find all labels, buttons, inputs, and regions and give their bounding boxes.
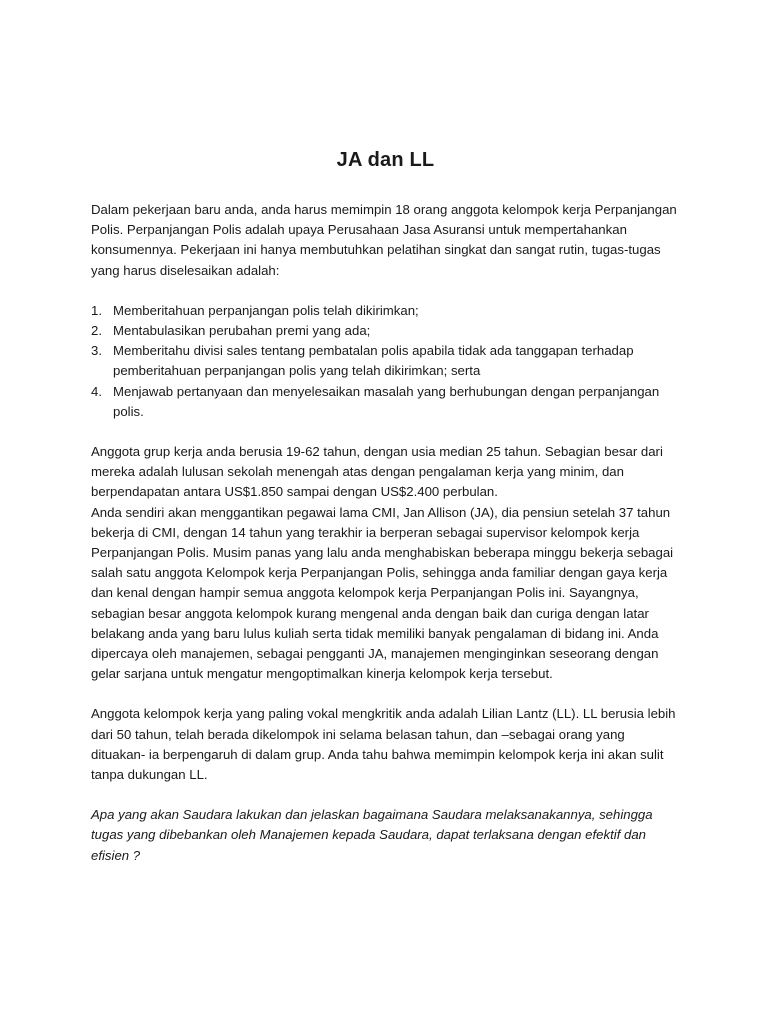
document-title: JA dan LL [336,149,435,171]
list-item-text: Mentabulasikan perubahan premi yang ada; [113,323,371,339]
group-paragraph: Anggota grup kerja anda berusia 19-62 tahun, dengan usia median 25 tahun. Sebagian besar dari mereka adalah lulusan sekolah menengah atas dengan pengalaman kerja yang minim, dan berpendapatan antara US$1.850 sampai dengan US$2.400 perbulan. [91,444,663,500]
list-item [91,382,680,422]
list-item-text: Menjawab pertanyaan dan menyelesaikan masalah yang berhubungan dengan perpanjangan polis. [113,383,660,419]
intro-paragraph: Dalam pekerjaan baru anda, anda harus memimpin 18 orang anggota kelompok kerja Perpanjangan Polis. Perpanjangan Polis adalah upaya Perusahaan Jasa Asuransi untuk mempertahankan konsumennya. Pekerjaan ini hanya membutuhkan pelatihan singkat dan sangat rutin, tugas-tugas yang harus diselesaikan adalah: [91,202,677,278]
list-item-number: 4. [91,383,102,399]
list-item-text: Memberitahu divisi sales tentang pembatalan polis apabila tidak ada tanggapan terhadap pemberitahuan perpanjangan polis yang telah dikirimkan; serta [113,343,634,379]
spacer [91,422,680,442]
replacement-paragraph: Anda sendiri akan menggantikan pegawai lama CMI, Jan Allison (JA), dia pensiun setelah 37 tahun bekerja di CMI, dengan 14 tahun yang terakhir ia berperan sebagai supervisor kelompok kerja Perpanjangan Polis. Musim panas yang lalu anda menghabiskan beberapa minggu bekerja sebagai salah satu anggota Kelompok kerja Perpanjangan Polis, sehingga anda familiar dengan gaya kerja dan kenal dengan hampir semua anggota kelompok kerja Perpanjangan Polis ini. Sayangnya, sebagian besar anggota kelompok kurang mengenal anda dengan baik dan curiga dengan latar belakang anda yang baru lulus kuliah serta tidak memiliki banyak pengalaman di bidang ini. Anda dipercaya oleh manajemen, sebagai pengganti JA, manajemen menginginkan seseorang dengan gelar sarjana untuk mengatur mengoptimalkan kinerja kelompok kerja tersebut. [91,504,674,682]
list-item-number: 3. [91,343,102,359]
ll-paragraph: Anggota kelompok kerja yang paling vokal mengkritik anda adalah Lilian Lantz (LL). LL berusia lebih dari 50 tahun, telah berada dikelompok ini selama belasan tahun, dan –sebagai orang yang dituakan- ia berpengaruh di dalam grup. Anda tahu bahwa memimpin kelompok kerja ini akan sulit tanpa dukungan LL. [91,706,676,783]
spacer [91,785,680,805]
list-item-number: 2. [91,323,102,339]
list-item [91,321,680,341]
task-list [91,301,680,422]
list-item [91,341,680,381]
list-item-text: Memberitahuan perpanjangan polis telah dikirimkan; [113,302,419,318]
question-paragraph: Apa yang akan Saudara lakukan dan jelaskan bagaimana Saudara melaksanakannya, sehingga tugas yang dibebankan oleh Manajemen kepada Saudara, dapat terlaksana dengan efektif dan efisien ? [91,807,653,863]
spacer [91,684,680,704]
spacer [91,281,680,301]
list-item-number: 1. [91,302,102,318]
list-item [91,301,680,321]
